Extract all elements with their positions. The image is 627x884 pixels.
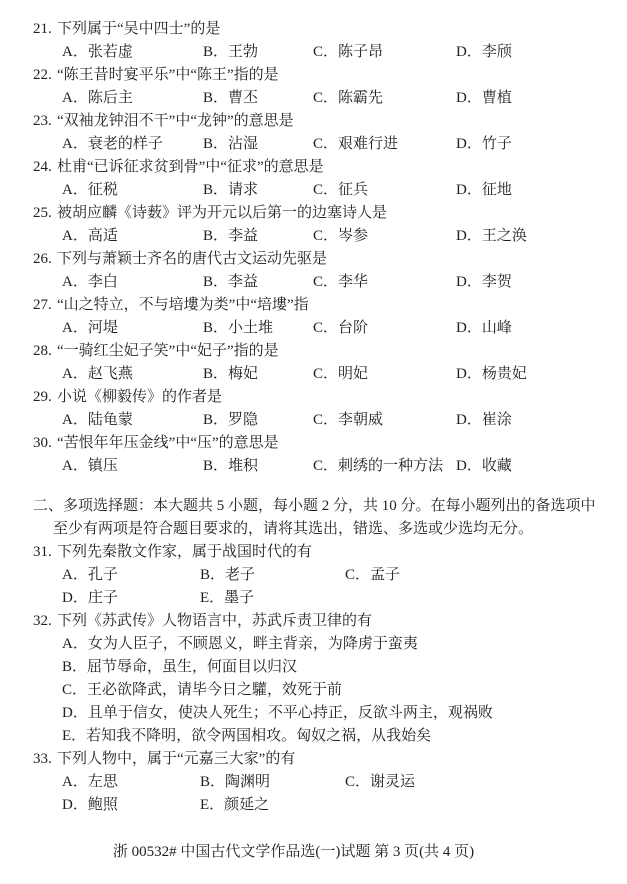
question-32-option-E: E．若知我不降明，欲令两国相攻。匈奴之祸，从我始矣 bbox=[62, 728, 432, 744]
question-25-option-B: B．李益 bbox=[203, 228, 259, 244]
question-32-stem-line bbox=[0, 610, 627, 633]
question-22-options-row bbox=[0, 87, 627, 110]
question-25-option-A: A．高适 bbox=[62, 228, 118, 244]
question-25-option-C: C．岑参 bbox=[313, 228, 369, 244]
question-22-stem-line bbox=[0, 64, 627, 87]
question-33-stem-line bbox=[0, 748, 627, 771]
question-23-stem: “双袖龙钟泪不干”中“龙钟”的意思是 bbox=[57, 113, 294, 129]
question-21 bbox=[0, 18, 627, 64]
question-33-option-D: D．鲍照 bbox=[62, 797, 118, 813]
question-27-stem-line bbox=[0, 294, 627, 317]
question-29-option-B: B．罗隐 bbox=[203, 412, 259, 428]
question-28-option-A: A．赵飞燕 bbox=[62, 366, 133, 382]
question-31-option-B: B．老子 bbox=[200, 567, 256, 583]
question-32-option-B: B．屈节辱命，虽生，何面目以归汉 bbox=[62, 659, 298, 675]
question-23-option-A: A．衰老的样子 bbox=[62, 136, 163, 152]
question-28-stem: “一骑红尘妃子笑”中“妃子”指的是 bbox=[57, 343, 279, 359]
question-28-option-C: C．明妃 bbox=[313, 366, 369, 382]
question-28-options-row bbox=[0, 363, 627, 386]
exam-content bbox=[0, 18, 627, 817]
question-24-number: 24. bbox=[33, 159, 52, 175]
question-23-options-row bbox=[0, 133, 627, 156]
single-choice-question-list bbox=[0, 18, 627, 478]
question-25 bbox=[0, 202, 627, 248]
question-30-option-B: B．堆积 bbox=[203, 458, 259, 474]
question-26-option-D: D．李贺 bbox=[456, 274, 512, 290]
question-32-option-D: D．且单于信女，使决人死生；不平心持正，反欲斗两主，观祸败 bbox=[62, 705, 493, 721]
question-27 bbox=[0, 294, 627, 340]
question-21-options-row bbox=[0, 41, 627, 64]
question-33-option-E: E．颜延之 bbox=[200, 797, 270, 813]
question-26-stem: 下列与萧颖士齐名的唐代古文运动先驱是 bbox=[57, 251, 328, 267]
question-30-options-row bbox=[0, 455, 627, 478]
question-22-stem: “陈王昔时宴平乐”中“陈王”指的是 bbox=[57, 67, 279, 83]
question-31-stem: 下列先秦散文作家，属于战国时代的有 bbox=[57, 544, 313, 560]
question-28 bbox=[0, 340, 627, 386]
question-22 bbox=[0, 64, 627, 110]
question-24 bbox=[0, 156, 627, 202]
question-24-options-row bbox=[0, 179, 627, 202]
question-22-option-A: A．陈后主 bbox=[62, 90, 133, 106]
question-31-option-E: E．墨子 bbox=[200, 590, 255, 606]
question-26 bbox=[0, 248, 627, 294]
question-27-stem: “山之特立，不与培塿为类”中“培塿”指 bbox=[57, 297, 309, 313]
question-24-stem-line bbox=[0, 156, 627, 179]
section2-heading bbox=[0, 495, 627, 541]
question-33-options-row bbox=[0, 794, 627, 817]
question-31-option-A: A．孔子 bbox=[62, 567, 118, 583]
question-23-option-B: B．沾湿 bbox=[203, 136, 259, 152]
question-26-option-A: A．李白 bbox=[62, 274, 118, 290]
question-33-option-B: B．陶渊明 bbox=[200, 774, 271, 790]
question-24-option-C: C．征兵 bbox=[313, 182, 369, 198]
question-29-option-A: A．陆龟蒙 bbox=[62, 412, 133, 428]
question-24-option-A: A．征税 bbox=[62, 182, 118, 198]
question-31-options-row bbox=[0, 564, 627, 587]
question-27-option-B: B．小土堆 bbox=[203, 320, 274, 336]
question-33-number: 33. bbox=[33, 751, 52, 767]
question-30-option-D: D．收藏 bbox=[456, 458, 512, 474]
question-30 bbox=[0, 432, 627, 478]
question-21-number: 21. bbox=[33, 21, 52, 37]
question-33-option-A: A．左思 bbox=[62, 774, 118, 790]
question-27-option-A: A．河堤 bbox=[62, 320, 118, 336]
question-28-option-D: D．杨贵妃 bbox=[456, 366, 527, 382]
question-26-option-B: B．李益 bbox=[203, 274, 259, 290]
section2-heading-line1: 二、多项选择题：本大题共 5 小题，每小题 2 分，共 10 分。在每小题列出的备选项中 bbox=[33, 498, 596, 514]
question-29-option-C: C．李朝威 bbox=[313, 412, 384, 428]
question-23-option-D: D．竹子 bbox=[456, 136, 512, 152]
question-33-stem: 下列人物中，属于“元嘉三大家”的有 bbox=[57, 751, 296, 767]
question-32 bbox=[0, 610, 627, 748]
question-30-option-C: C．刺绣的一种方法 bbox=[313, 458, 444, 474]
question-27-number: 27. bbox=[33, 297, 52, 313]
question-26-option-C: C．李华 bbox=[313, 274, 369, 290]
question-28-option-B: B．梅妃 bbox=[203, 366, 259, 382]
question-33-option-C: C．谢灵运 bbox=[345, 774, 416, 790]
question-21-option-A: A．张若虚 bbox=[62, 44, 133, 60]
question-31-options-row bbox=[0, 587, 627, 610]
question-28-number: 28. bbox=[33, 343, 52, 359]
question-23-stem-line bbox=[0, 110, 627, 133]
question-29 bbox=[0, 386, 627, 432]
question-23-number: 23. bbox=[33, 113, 52, 129]
question-30-stem: “苦恨年年压金线”中“压”的意思是 bbox=[57, 435, 279, 451]
question-30-stem-line bbox=[0, 432, 627, 455]
question-33-options-row bbox=[0, 771, 627, 794]
question-25-number: 25. bbox=[33, 205, 52, 221]
question-29-stem: 小说《柳毅传》的作者是 bbox=[57, 389, 223, 405]
question-29-options-row bbox=[0, 409, 627, 432]
question-27-option-D: D．山峰 bbox=[456, 320, 512, 336]
question-29-number: 29. bbox=[33, 389, 52, 405]
question-21-stem: 下列属于“吴中四士”的是 bbox=[57, 21, 221, 37]
question-25-options-row bbox=[0, 225, 627, 248]
question-28-stem-line bbox=[0, 340, 627, 363]
question-30-number: 30. bbox=[33, 435, 52, 451]
question-22-option-B: B．曹丕 bbox=[203, 90, 259, 106]
question-31 bbox=[0, 541, 627, 610]
question-21-option-B: B．王勃 bbox=[203, 44, 259, 60]
question-29-option-D: D．崔涂 bbox=[456, 412, 512, 428]
question-22-number: 22. bbox=[33, 67, 52, 83]
question-32-option-C: C．王必欲降武，请毕今日之驩，效死于前 bbox=[62, 682, 343, 698]
question-26-options-row bbox=[0, 271, 627, 294]
page-footer: 浙 00532# 中国古代文学作品选(一)试题 第 3 页(共 4 页) bbox=[112, 844, 475, 860]
question-31-stem-line bbox=[0, 541, 627, 564]
question-31-option-C: C．孟子 bbox=[345, 567, 401, 583]
question-25-stem-line bbox=[0, 202, 627, 225]
question-21-option-C: C．陈子昂 bbox=[313, 44, 384, 60]
question-32-number: 32. bbox=[33, 613, 52, 629]
question-31-option-D: D．庄子 bbox=[62, 590, 118, 606]
question-25-stem: 被胡应麟《诗薮》评为开元以后第一的边塞诗人是 bbox=[57, 205, 388, 221]
question-24-stem: 杜甫“已诉征求贫到骨”中“征求”的意思是 bbox=[57, 159, 324, 175]
section2-heading-line2: 至少有两项是符合题目要求的，请将其选出，错选、多选或少选均无分。 bbox=[53, 521, 534, 537]
multi-choice-question-list bbox=[0, 541, 627, 817]
question-27-option-C: C．台阶 bbox=[313, 320, 369, 336]
question-24-option-D: D．征地 bbox=[456, 182, 512, 198]
question-32-stem: 下列《苏武传》人物语言中，苏武斥责卫律的有 bbox=[57, 613, 373, 629]
question-23-option-C: C．艰难行进 bbox=[313, 136, 399, 152]
question-22-option-C: C．陈霸先 bbox=[313, 90, 384, 106]
question-29-stem-line bbox=[0, 386, 627, 409]
question-30-option-A: A．镇压 bbox=[62, 458, 118, 474]
question-31-number: 31. bbox=[33, 544, 52, 560]
question-23 bbox=[0, 110, 627, 156]
question-26-stem-line bbox=[0, 248, 627, 271]
question-33 bbox=[0, 748, 627, 817]
question-21-stem-line bbox=[0, 18, 627, 41]
question-32-option-A: A．女为人臣子，不顾恩义，畔主背亲，为降虏于蛮夷 bbox=[62, 636, 418, 652]
question-21-option-D: D．李颀 bbox=[456, 44, 512, 60]
question-26-number: 26. bbox=[33, 251, 52, 267]
question-27-options-row bbox=[0, 317, 627, 340]
question-24-option-B: B．请求 bbox=[203, 182, 259, 198]
question-25-option-D: D．王之涣 bbox=[456, 228, 527, 244]
question-22-option-D: D．曹植 bbox=[456, 90, 512, 106]
